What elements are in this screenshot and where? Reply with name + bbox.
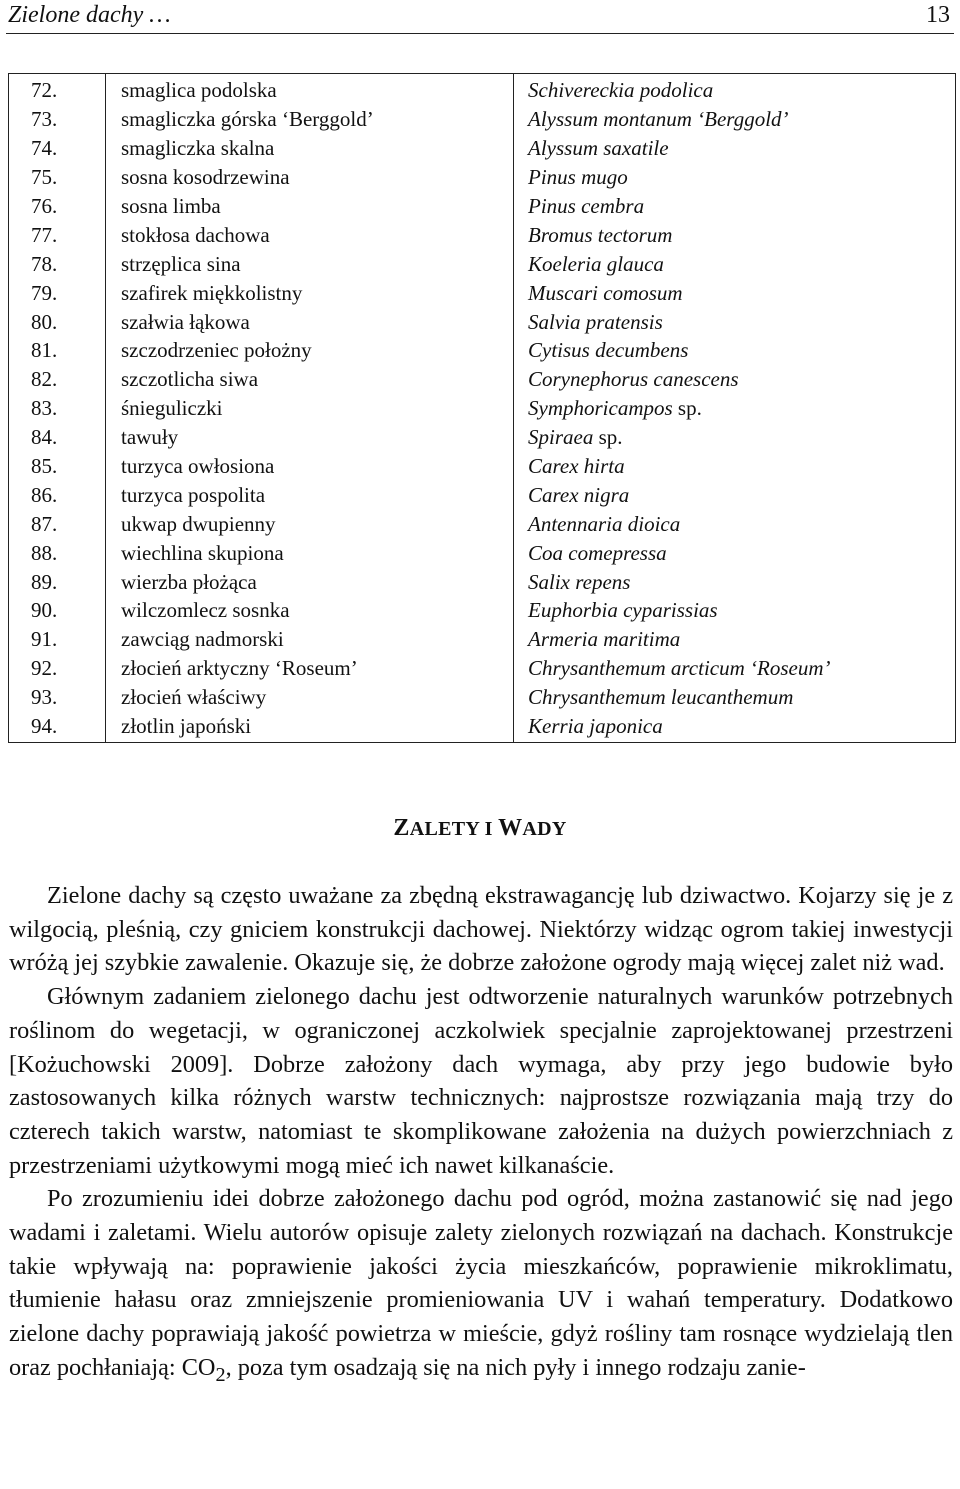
table-row: [9, 654, 956, 683]
latin-name: Pinus mugo: [528, 165, 628, 190]
table-row: [9, 625, 956, 654]
table-row: [9, 683, 956, 712]
latin-name: Alyssum montanum ‘Berggold’: [528, 107, 789, 132]
latin-name-cell: [514, 365, 956, 394]
polish-name: złotlin japoński: [106, 712, 514, 743]
latin-name-cell: [514, 220, 956, 249]
table-row: [9, 596, 956, 625]
row-number: 74.: [9, 134, 106, 163]
row-number: 94.: [9, 712, 106, 743]
polish-name: złocień arktyczny ‘Roseum’: [106, 654, 514, 683]
polish-name: wierzba płożąca: [106, 567, 514, 596]
table-row: [9, 394, 956, 423]
latin-name: Carex hirta: [528, 454, 625, 479]
polish-name: szałwia łąkowa: [106, 307, 514, 336]
table-row: [9, 105, 956, 134]
latin-name: Kerria japonica: [528, 714, 663, 739]
polish-name: smagliczka górska ‘Berggold’: [106, 105, 514, 134]
latin-name: Schivereckia podolica: [528, 78, 714, 103]
row-number: 87.: [9, 509, 106, 538]
latin-name-cell: [514, 567, 956, 596]
table-row: [9, 249, 956, 278]
row-number: 77.: [9, 220, 106, 249]
table-row: [9, 307, 956, 336]
table-row: [9, 509, 956, 538]
row-number: 92.: [9, 654, 106, 683]
table-row: [9, 365, 956, 394]
latin-name-cell: [514, 683, 956, 712]
latin-name: Salix repens: [528, 569, 631, 594]
paragraph-1: Zielone dachy są często uważane za zbędną ekstrawagancję lub dziwactwo. Kojarzy się je z wilgocią, pleśnią, czy gniciem konstrukcji dachowej. Niektórzy widząc ogrom takiej inwestycji wróżą jej szybkie zawalenie. Okazuje się, że dobrze założone ogrody mają więcej zalet niż wad.: [9, 882, 953, 977]
heading-rest-2: ADY: [522, 818, 567, 840]
latin-name-cell: [514, 509, 956, 538]
latin-name: Symphoricampos: [528, 396, 673, 421]
row-number: 83.: [9, 394, 106, 423]
row-number: 72.: [9, 74, 106, 105]
latin-name: Alyssum saxatile: [528, 136, 669, 161]
latin-name: Koeleria glauca: [528, 251, 664, 276]
paragraph-2: Głównym zadaniem zielonego dachu jest odtworzenie naturalnych warunków potrzebnych roślinom do wegetacji, w ograniczonej aczkolwiek specjalnie zaprojektowanej przestrzeni [Kożuchowski 2009]. Dobrze założony dach wymaga, aby przy jego budowie było zastosowanych kilka różnych warstw technicznych: najprostsze rozwiązania mają trzy do czterech takich warstw, natomiast te skomplikowane założenia na dużych powierzchniach z przestrzeniami użytkowymi mogą mieć ich nawet kilkanaście.: [9, 983, 953, 1179]
latin-name: Salvia pratensis: [528, 309, 663, 334]
paragraph-3: [9, 1182, 953, 1392]
row-number: 73.: [9, 105, 106, 134]
latin-name-cell: [514, 452, 956, 481]
polish-name: sosna limba: [106, 192, 514, 221]
table-row: [9, 452, 956, 481]
latin-name-cell: [514, 336, 956, 365]
polish-name: szafirek miękkolistny: [106, 278, 514, 307]
table-row: [9, 567, 956, 596]
row-number: 82.: [9, 365, 106, 394]
row-number: 76.: [9, 192, 106, 221]
latin-name-cell: [514, 105, 956, 134]
polish-name: wiechlina skupiona: [106, 538, 514, 567]
table-row: [9, 480, 956, 509]
body-text: [9, 879, 953, 1392]
latin-name: Muscari comosum: [528, 280, 683, 305]
latin-name-cell: [514, 423, 956, 452]
polish-name: zawciąg nadmorski: [106, 625, 514, 654]
latin-name-cell: [514, 192, 956, 221]
latin-name: Armeria maritima: [528, 627, 681, 652]
latin-name: Euphorbia cyparissias: [528, 598, 718, 623]
heading-initial-z: Z: [393, 815, 410, 841]
latin-name-cell: [514, 249, 956, 278]
polish-name: wilczomlecz sosnka: [106, 596, 514, 625]
latin-name-cell: [514, 394, 956, 423]
table-row: [9, 423, 956, 452]
latin-name: Coa comepressa: [528, 540, 667, 565]
heading-rest-1: ALETY I: [409, 818, 499, 840]
table-row: [9, 220, 956, 249]
co2-subscript: 2: [215, 1363, 226, 1386]
polish-name: smagliczka skalna: [106, 134, 514, 163]
row-number: 89.: [9, 567, 106, 596]
latin-name-suffix: sp.: [672, 396, 702, 421]
polish-name: tawuły: [106, 423, 514, 452]
paragraph-3-continuation: , poza tym osadzają się na nich pyły i innego rodzaju zanie-: [225, 1353, 806, 1381]
polish-name: stokłosa dachowa: [106, 220, 514, 249]
row-number: 78.: [9, 249, 106, 278]
polish-name: szczotlicha siwa: [106, 365, 514, 394]
latin-name-cell: [514, 654, 956, 683]
latin-name: Chrysanthemum leucanthemum: [528, 685, 794, 710]
row-number: 81.: [9, 336, 106, 365]
polish-name: strzęplica sina: [106, 249, 514, 278]
row-number: 80.: [9, 307, 106, 336]
table-row: [9, 278, 956, 307]
table-row: [9, 336, 956, 365]
page-number: 13: [926, 2, 950, 28]
section-heading: [0, 815, 960, 842]
row-number: 85.: [9, 452, 106, 481]
polish-name: sosna kosodrzewina: [106, 163, 514, 192]
latin-name: Bromus tectorum: [528, 222, 673, 247]
latin-name-cell: [514, 307, 956, 336]
table-row: [9, 712, 956, 743]
row-number: 75.: [9, 163, 106, 192]
latin-name-suffix: sp.: [593, 425, 623, 450]
table-row: [9, 538, 956, 567]
table-row: [9, 163, 956, 192]
polish-name: turzyca pospolita: [106, 480, 514, 509]
latin-name-cell: [514, 625, 956, 654]
running-header: [6, 0, 954, 34]
polish-name: ukwap dwupienny: [106, 509, 514, 538]
polish-name: śnieguliczki: [106, 394, 514, 423]
latin-name-cell: [514, 712, 956, 743]
latin-name-cell: [514, 134, 956, 163]
row-number: 91.: [9, 625, 106, 654]
paragraph-3-text: Po zrozumieniu idei dobrze założonego dachu pod ogród, można zastanowić się nad jego wadami i zaletami. Wielu autorów opisuje zalety zielonych rozwiązań na dachach. Konstrukcje takie wpływają na: poprawienie jakości życia mieszkańców, poprawienie mikroklimatu, tłumienie hałasu oraz zmniejszenie promieniowania UV i wahań temperatury. Dodatkowo zielone dachy poprawiają jakość powietrza w mieście, gdyż rośliny tam rosnące wydzielają tlen oraz pochłaniają: CO: [9, 1185, 953, 1381]
latin-name-cell: [514, 596, 956, 625]
row-number: 90.: [9, 596, 106, 625]
latin-name-cell: [514, 74, 956, 105]
polish-name: smaglica podolska: [106, 74, 514, 105]
polish-name: turzyca owłosiona: [106, 452, 514, 481]
table-row: [9, 192, 956, 221]
header-title: Zielone dachy …: [8, 2, 171, 28]
latin-name: Antennaria dioica: [528, 511, 681, 536]
latin-name-cell: [514, 538, 956, 567]
latin-name-cell: [514, 163, 956, 192]
row-number: 86.: [9, 480, 106, 509]
latin-name: Corynephorus canescens: [528, 367, 739, 392]
row-number: 88.: [9, 538, 106, 567]
latin-name-cell: [514, 480, 956, 509]
polish-name: szczodrzeniec położny: [106, 336, 514, 365]
latin-name: Cytisus decumbens: [528, 338, 689, 363]
row-number: 79.: [9, 278, 106, 307]
species-table: [8, 73, 956, 743]
latin-name: Spiraea: [528, 425, 594, 450]
table-row: [9, 74, 956, 105]
latin-name: Chrysanthemum arcticum ‘Roseum’: [528, 656, 831, 681]
latin-name: Carex nigra: [528, 482, 630, 507]
table-row: [9, 134, 956, 163]
row-number: 93.: [9, 683, 106, 712]
polish-name: złocień właściwy: [106, 683, 514, 712]
latin-name: Pinus cembra: [528, 194, 645, 218]
row-number: 84.: [9, 423, 106, 452]
latin-name-cell: [514, 278, 956, 307]
heading-initial-w: W: [498, 815, 523, 841]
